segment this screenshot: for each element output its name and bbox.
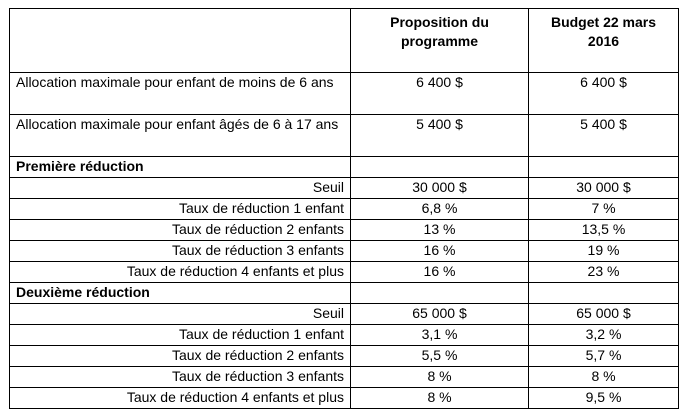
row-prog-value: 5 400 $ xyxy=(351,115,529,157)
row-prog-value: 16 % xyxy=(351,241,529,262)
row-budget-value: 5 400 $ xyxy=(529,115,679,157)
table-row xyxy=(10,178,679,199)
comparison-table xyxy=(9,8,679,409)
empty-cell xyxy=(351,283,529,304)
table-row xyxy=(10,115,679,157)
row-label: Taux de réduction 4 enfants et plus xyxy=(10,388,351,409)
row-prog-value: 6 400 $ xyxy=(351,73,529,115)
table-row xyxy=(10,241,679,262)
section-header-row xyxy=(10,157,679,178)
row-label: Seuil xyxy=(10,304,351,325)
table-row xyxy=(10,346,679,367)
row-budget-value: 65 000 $ xyxy=(529,304,679,325)
row-prog-value: 5,5 % xyxy=(351,346,529,367)
header-row xyxy=(10,9,679,73)
row-budget-value: 3,2 % xyxy=(529,325,679,346)
table-container xyxy=(9,8,679,409)
empty-cell xyxy=(529,157,679,178)
row-label: Taux de réduction 2 enfants xyxy=(10,220,351,241)
empty-cell xyxy=(529,283,679,304)
table-row xyxy=(10,325,679,346)
table-row xyxy=(10,388,679,409)
header-budget: Budget 22 mars 2016 xyxy=(529,9,679,73)
table-row xyxy=(10,220,679,241)
row-prog-value: 3,1 % xyxy=(351,325,529,346)
table-row xyxy=(10,304,679,325)
section-title: Deuxième réduction xyxy=(10,283,351,304)
row-budget-value: 8 % xyxy=(529,367,679,388)
table-row xyxy=(10,262,679,283)
section-title: Première réduction xyxy=(10,157,351,178)
row-label: Taux de réduction 2 enfants xyxy=(10,346,351,367)
row-label: Taux de réduction 4 enfants et plus xyxy=(10,262,351,283)
row-budget-value: 30 000 $ xyxy=(529,178,679,199)
row-prog-value: 30 000 $ xyxy=(351,178,529,199)
row-prog-value: 16 % xyxy=(351,262,529,283)
header-proposition: Proposition du programme xyxy=(351,9,529,73)
table-row xyxy=(10,73,679,115)
row-budget-value: 19 % xyxy=(529,241,679,262)
row-budget-value: 23 % xyxy=(529,262,679,283)
table-row xyxy=(10,199,679,220)
row-label: Taux de réduction 1 enfant xyxy=(10,325,351,346)
row-prog-value: 6,8 % xyxy=(351,199,529,220)
empty-cell xyxy=(351,157,529,178)
row-label: Taux de réduction 3 enfants xyxy=(10,241,351,262)
row-prog-value: 13 % xyxy=(351,220,529,241)
row-budget-value: 7 % xyxy=(529,199,679,220)
row-label: Allocation maximale pour enfant de moins de 6 ans xyxy=(10,73,351,115)
row-budget-value: 6 400 $ xyxy=(529,73,679,115)
row-label: Seuil xyxy=(10,178,351,199)
row-label: Taux de réduction 3 enfants xyxy=(10,367,351,388)
row-label: Taux de réduction 1 enfant xyxy=(10,199,351,220)
row-budget-value: 9,5 % xyxy=(529,388,679,409)
row-budget-value: 5,7 % xyxy=(529,346,679,367)
row-label: Allocation maximale pour enfant âgés de 6 à 17 ans xyxy=(10,115,351,157)
row-prog-value: 8 % xyxy=(351,367,529,388)
row-prog-value: 8 % xyxy=(351,388,529,409)
table-row xyxy=(10,367,679,388)
row-prog-value: 65 000 $ xyxy=(351,304,529,325)
section-header-row xyxy=(10,283,679,304)
header-empty-cell xyxy=(10,9,351,73)
row-budget-value: 13,5 % xyxy=(529,220,679,241)
